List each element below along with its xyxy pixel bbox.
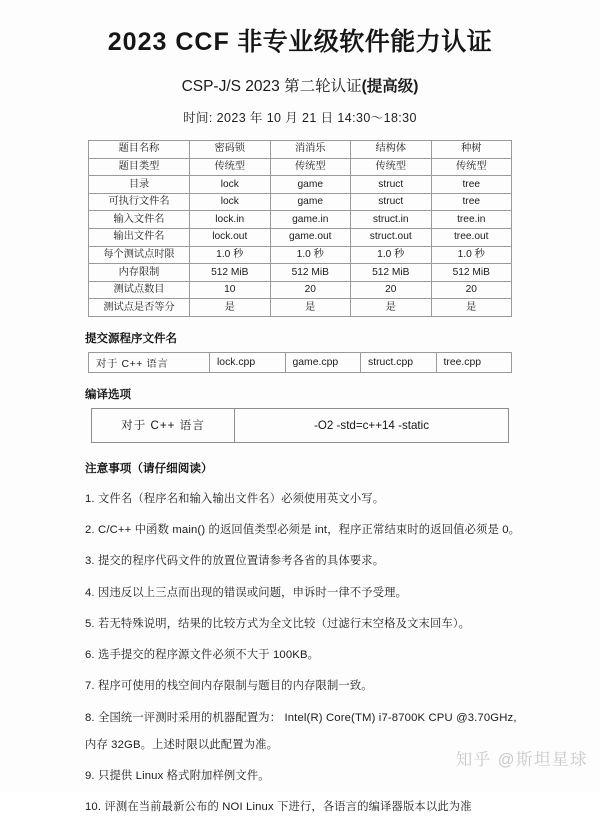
row-label: 输出文件名 bbox=[89, 228, 190, 246]
note-item-5: 5. 若无特殊说明，结果的比较方式为全文比较（过滤行末空格及文末回车）。 bbox=[85, 617, 471, 630]
cell: 1.0 秒 bbox=[190, 246, 271, 264]
table-row bbox=[89, 141, 512, 159]
row-label: 题目类型 bbox=[89, 158, 190, 176]
cell: tree.cpp bbox=[436, 352, 512, 372]
note-item-6: 6. 选手提交的程序源文件必须不大于 100KB。 bbox=[85, 649, 320, 662]
note-item-1: 1. 文件名（程序名和输入输出文件名）必须使用英文小写。 bbox=[85, 492, 385, 505]
table-row bbox=[89, 176, 512, 194]
compile-options-table bbox=[91, 408, 509, 443]
problem-spec-body bbox=[89, 141, 512, 317]
note-item-8: 8. 全国统一评测时采用的机器配置为： Intel(R) Core(TM) i7-8700K CPU @3.70GHz, bbox=[85, 711, 517, 724]
cell: game bbox=[270, 176, 351, 194]
cell: game.out bbox=[270, 228, 351, 246]
cell: 传统型 bbox=[351, 158, 432, 176]
row-label: 内存限制 bbox=[89, 264, 190, 282]
cell: 20 bbox=[431, 281, 512, 299]
compile-options-value: -O2 -std=c++14 -static bbox=[235, 408, 509, 442]
exam-time: 时间: 2023 年 10 月 21 日 14:30～18:30 bbox=[183, 111, 417, 125]
problem-spec-table bbox=[88, 140, 512, 317]
cell: lock bbox=[190, 193, 271, 211]
cell: lock bbox=[190, 176, 271, 194]
row-label: 对于 C++ 语言 bbox=[92, 408, 235, 442]
cell: 消消乐 bbox=[270, 141, 351, 159]
note-item-7: 7. 程序可使用的栈空间内存限制与题目的内存限制一致。 bbox=[85, 680, 373, 693]
cell: 1.0 秒 bbox=[270, 246, 351, 264]
cell: 传统型 bbox=[190, 158, 271, 176]
cell: 10 bbox=[190, 281, 271, 299]
note-item-4: 4. 因违反以上三点而出现的错误或问题，申诉时一律不予受理。 bbox=[85, 586, 408, 599]
cell: 20 bbox=[351, 281, 432, 299]
cell: 种树 bbox=[431, 141, 512, 159]
cell: 是 bbox=[431, 299, 512, 317]
page-subtitle bbox=[0, 58, 600, 96]
note-item-8-continued: 内存 32GB。上述时限以此配置为准。 bbox=[85, 738, 279, 751]
compile-options-table-wrapper bbox=[91, 408, 509, 443]
table-row bbox=[89, 264, 512, 282]
table-row bbox=[89, 299, 512, 317]
title-main: 非专业级软件能力认证 bbox=[237, 28, 493, 56]
table-row bbox=[89, 281, 512, 299]
cell: game.cpp bbox=[285, 352, 361, 372]
subtitle-prefix: CSP-J/S 2023 第二轮认证 bbox=[181, 78, 362, 95]
cell: struct bbox=[351, 176, 432, 194]
problem-spec-table-wrapper bbox=[88, 140, 512, 317]
cell: tree bbox=[431, 176, 512, 194]
cell: 1.0 秒 bbox=[351, 246, 432, 264]
table-row bbox=[89, 158, 512, 176]
note-item-10: 10. 评测在当前最新公布的 NOI Linux 下进行，各语言的编译器版本以此为准 bbox=[85, 801, 472, 814]
cell: tree.out bbox=[431, 228, 512, 246]
cell: 20 bbox=[270, 281, 351, 299]
row-label: 可执行文件名 bbox=[89, 193, 190, 211]
cell: 512 MiB bbox=[270, 264, 351, 282]
cell: tree bbox=[431, 193, 512, 211]
cell: 传统型 bbox=[431, 158, 512, 176]
row-label: 对于 C++ 语言 bbox=[89, 352, 210, 372]
cell: 是 bbox=[351, 299, 432, 317]
cell: lock.out bbox=[190, 228, 271, 246]
cell: struct.cpp bbox=[361, 352, 437, 372]
notes-title: 注意事项（请仔细阅读） bbox=[85, 461, 213, 475]
page-title bbox=[0, 0, 600, 58]
watermark-site: 知乎 bbox=[455, 751, 492, 769]
table-row bbox=[89, 193, 512, 211]
cell: 512 MiB bbox=[351, 264, 432, 282]
cell: 传统型 bbox=[270, 158, 351, 176]
source-filename-table bbox=[88, 352, 512, 373]
table-row bbox=[92, 408, 509, 442]
cell: 1.0 秒 bbox=[431, 246, 512, 264]
note-item-9: 9. 只提供 Linux 格式附加样例文件。 bbox=[85, 770, 270, 783]
note-item-2: 2. C/C++ 中函数 main() 的返回值类型必须是 int，程序正常结束时的返回值必须是 0。 bbox=[85, 524, 521, 537]
cell: lock.cpp bbox=[210, 352, 286, 372]
cell: tree.in bbox=[431, 211, 512, 229]
compile-section-label: 编译选项 bbox=[85, 388, 131, 401]
row-label: 测试点是否等分 bbox=[89, 299, 190, 317]
row-label: 测试点数目 bbox=[89, 281, 190, 299]
notes-section bbox=[0, 443, 600, 816]
subtitle-level: (提高级) bbox=[361, 78, 419, 95]
title-year: 2023 CCF bbox=[107, 28, 230, 56]
table-row bbox=[89, 246, 512, 264]
row-label: 每个测试点时限 bbox=[89, 246, 190, 264]
cell: 结构体 bbox=[351, 141, 432, 159]
cell: struct.in bbox=[351, 211, 432, 229]
row-label: 目录 bbox=[89, 176, 190, 194]
cell: struct bbox=[351, 193, 432, 211]
table-row bbox=[89, 352, 512, 372]
cell: 512 MiB bbox=[431, 264, 512, 282]
row-label: 题目名称 bbox=[89, 141, 190, 159]
source-filename-table-wrapper bbox=[88, 352, 512, 373]
note-item-3: 3. 提交的程序代码文件的放置位置请参考各省的具体要求。 bbox=[85, 555, 385, 568]
cell: struct.out bbox=[351, 228, 432, 246]
table-row bbox=[89, 211, 512, 229]
cell: game bbox=[270, 193, 351, 211]
cell: game.in bbox=[270, 211, 351, 229]
cell: 512 MiB bbox=[190, 264, 271, 282]
cell: 密码锁 bbox=[190, 141, 271, 159]
cell: 是 bbox=[190, 299, 271, 317]
cell: 是 bbox=[270, 299, 351, 317]
source-section-label: 提交源程序文件名 bbox=[85, 332, 177, 345]
row-label: 输入文件名 bbox=[89, 211, 190, 229]
table-row bbox=[89, 228, 512, 246]
cell: lock.in bbox=[190, 211, 271, 229]
watermark-handle: @斯坦星球 bbox=[497, 751, 588, 769]
